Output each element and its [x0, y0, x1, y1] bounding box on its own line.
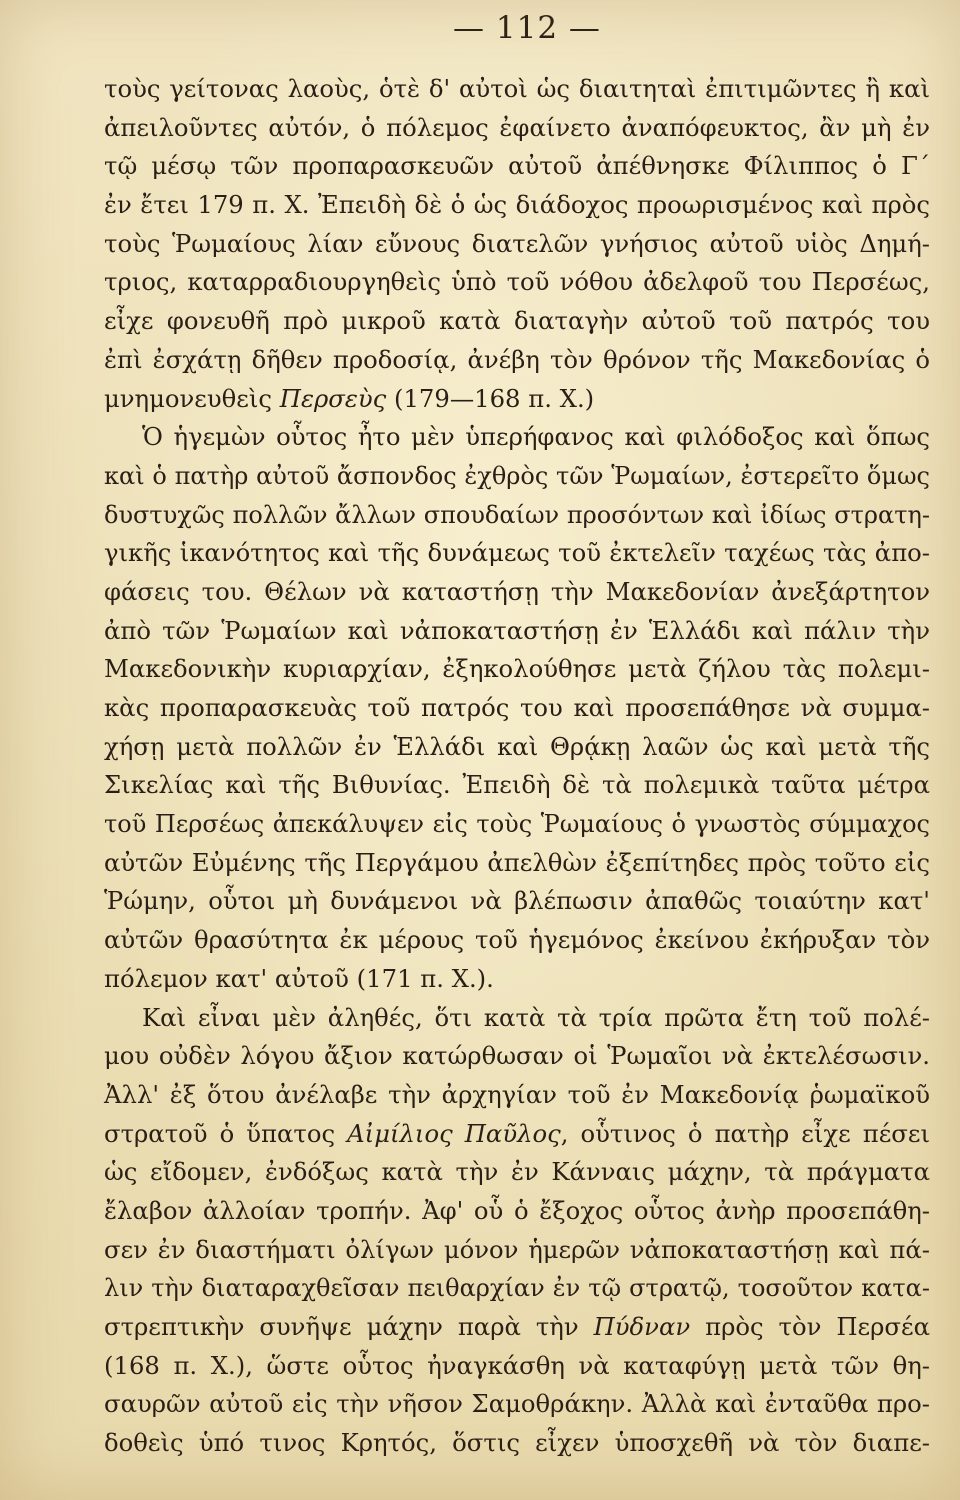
text-segment: (179—168 π. Χ.): [386, 383, 595, 413]
text-line: [104, 882, 930, 921]
text-segment: τριος, καταρραδιουργηθεὶς ὑπὸ τοῦ νόθου ἀδελφοῦ του Περσέως,: [104, 267, 930, 297]
text-segment: Ἀλλ' ἐξ ὅτου ἀνέλαβε τὴν ἀρχηγίαν τοῦ ἐν Μακεδονίᾳ ῥωμαϊκοῦ: [104, 1079, 930, 1109]
text-line: [104, 70, 930, 109]
text-segment: φάσεις του. Θέλων νὰ καταστήσῃ τὴν Μακεδονίαν ἀνεξάρτητον: [104, 576, 930, 606]
italic-name: Πύδναν: [593, 1312, 691, 1341]
text-line: [104, 418, 930, 457]
text-line: [104, 921, 930, 960]
text-line: [104, 1231, 930, 1270]
text-segment: μου οὐδὲν λόγου ἄξιον κατώρθωσαν οἱ Ῥωμαῖοι νὰ ἐκτελέσωσιν.: [104, 1041, 930, 1071]
text-segment: Ῥώμην, οὗτοι μὴ δυνάμενοι νὰ βλέπωσιν ἀπαθῶς τοιαύτην κατ': [104, 886, 930, 916]
text-segment: πρὸς τὸν Περσέα: [690, 1312, 931, 1341]
text-line: [104, 650, 930, 689]
text-segment: γικῆς ἱκανότητος καὶ τῆς δυνάμεως τοῦ ἐκτελεῖν ταχέως τὰς ἀπο-: [104, 538, 930, 568]
text-segment: Μακεδονικὴν κυριαρχίαν, ἐξηκολούθησε μετὰ ζήλου τὰς πολεμι-: [104, 654, 930, 684]
text-line: [104, 1308, 930, 1347]
text-segment: σαυρῶν αὐτοῦ εἰς τὴν νῆσον Σαμοθράκην. Ἀλλὰ καὶ ἐνταῦθα προ-: [104, 1389, 930, 1419]
text-line: [104, 341, 930, 380]
text-line: [104, 109, 930, 148]
text-segment: καὶ ὁ πατὴρ αὐτοῦ ἄσπονδος ἐχθρὸς τῶν Ῥωμαίων, ἐστερεῖτο ὅμως: [104, 461, 930, 490]
text-segment: αὐτῶν θρασύτητα ἐκ μέρους τοῦ ἡγεμόνος ἐκείνου ἐκήρυξαν τὸν: [104, 925, 930, 955]
text-segment: στρατοῦ ὁ ὕπατος: [104, 1118, 348, 1148]
text-segment: αὐτῶν Εὐμένης τῆς Περγάμου ἀπελθὼν ἐξεπίτηδες πρὸς τοῦτο εἰς: [104, 847, 930, 877]
text-line: [104, 496, 930, 535]
italic-name: Περσεὺς: [279, 383, 387, 413]
text-line: [104, 534, 930, 573]
text-segment: ἐν ἔτει 179 π. Χ. Ἐπειδὴ δὲ ὁ ὡς διάδοχος προωρισμένος καὶ πρὸς: [104, 190, 930, 220]
text-line: [104, 225, 930, 264]
text-line: [104, 1347, 930, 1386]
text-line: [104, 1037, 930, 1076]
italic-name: Αἰμίλιος Παῦλος: [347, 1118, 561, 1148]
text-line: [104, 263, 930, 302]
text-line: [104, 457, 930, 496]
text-line: [104, 960, 930, 999]
text-segment: τοῦ Περσέως ἀπεκάλυψεν εἰς τοὺς Ῥωμαίους ὁ γνωστὸς σύμμαχος: [104, 810, 930, 839]
text-segment: τοὺς Ῥωμαίους λίαν εὔνους διατελῶν γνήσιος αὐτοῦ υἱὸς Δημή-: [104, 228, 930, 258]
text-segment: ἔλαβον ἀλλοίαν τροπήν. Ἀφ' οὗ ὁ ἔξοχος οὗτος ἀνὴρ προσεπάθη-: [104, 1195, 930, 1225]
text-line: [104, 728, 930, 767]
text-segment: , οὗτινος ὁ πατὴρ εἶχε πέσει: [560, 1118, 930, 1148]
text-line: [104, 1269, 930, 1308]
text-line: [104, 147, 930, 186]
text-line: [104, 1424, 930, 1463]
text-segment: πόλεμον κατ' αὐτοῦ (171 π. Χ.).: [104, 963, 494, 993]
text-line: [104, 844, 930, 883]
text-segment: κὰς προπαρασκευὰς τοῦ πατρός του καὶ προσεπάθησε νὰ συμμα-: [104, 693, 930, 722]
text-line: [104, 186, 930, 225]
text-segment: στρεπτικὴν συνῆψε μάχην παρὰ τὴν: [104, 1312, 594, 1341]
text-line: [104, 302, 930, 341]
text-segment: εἶχε φονευθῆ πρὸ μικροῦ κατὰ διαταγὴν αὐτοῦ τοῦ πατρός του: [104, 306, 930, 336]
text-line: [104, 612, 930, 651]
text-segment: δυστυχῶς πολλῶν ἄλλων σπουδαίων προσόντων καὶ ἰδίως στρατη-: [104, 500, 930, 529]
text-segment: τοὺς γείτονας λαοὺς, ὁτὲ δ' αὐτοὶ ὡς διαιτηταὶ ἐπιτιμῶντες ἢ καὶ: [104, 74, 930, 103]
text-line: [104, 766, 930, 805]
text-segment: (168 π. Χ.), ὥστε οὗτος ἠναγκάσθη νὰ καταφύγῃ μετὰ τῶν θη-: [104, 1350, 930, 1380]
text-segment: Σικελίας καὶ τῆς Βιθυνίας. Ἐπειδὴ δὲ τὰ πολεμικὰ ταῦτα μέτρα: [104, 770, 930, 800]
text-line: [104, 689, 930, 728]
page-number: — 112 —: [453, 10, 601, 46]
text-segment: λιν τὴν διαταραχθεῖσαν πειθαρχίαν ἐν τῷ στρατῷ, τοσοῦτον κατα-: [104, 1274, 930, 1303]
text-segment: Ὁ ἡγεμὼν οὗτος ἦτο μὲν ὑπερήφανος καὶ φιλόδοξος καὶ ὅπως: [142, 422, 930, 452]
text-segment: χήσῃ μετὰ πολλῶν ἐν Ἑλλάδι καὶ Θρᾴκῃ λαῶν ὡς καὶ μετὰ τῆς: [104, 731, 930, 761]
text-line: [104, 1115, 930, 1154]
text-segment: Καὶ εἶναι μὲν ἀληθές, ὅτι κατὰ τὰ τρία πρῶτα ἔτη τοῦ πολέ-: [142, 1002, 930, 1032]
text-line: [104, 1385, 930, 1424]
text-line: [104, 573, 930, 612]
text-segment: ὡς εἴδομεν, ἐνδόξως κατὰ τὴν ἐν Κάνναις μάχην, τὰ πράγματα: [104, 1157, 930, 1187]
text-line: [104, 1153, 930, 1192]
text-line: [104, 999, 930, 1038]
text-segment: σεν ἐν διαστήματι ὀλίγων μόνον ἡμερῶν νἀποκαταστήσῃ καὶ πά-: [104, 1234, 930, 1264]
text-segment: ἐπὶ ἐσχάτῃ δῆθεν προδοσίᾳ, ἀνέβη τὸν θρόνον τῆς Μακεδονίας ὁ: [104, 344, 930, 374]
text-line: [104, 1192, 930, 1231]
text-segment: ἀπειλοῦντες αὐτόν, ὁ πόλεμος ἐφαίνετο ἀναπόφευκτος, ἂν μὴ ἐν: [104, 112, 930, 142]
text-segment: τῷ μέσῳ τῶν προπαρασκευῶν αὐτοῦ ἀπέθνησκε Φίλιππος ὁ Γ΄: [104, 151, 930, 181]
body-text: [104, 70, 930, 1463]
text-line: [104, 380, 930, 419]
text-line: [104, 1076, 930, 1115]
text-segment: ἀπὸ τῶν Ῥωμαίων καὶ νἀποκαταστήσῃ ἐν Ἑλλάδι καὶ πάλιν τὴν: [104, 615, 930, 645]
text-segment: δοθεὶς ὑπό τινος Κρητός, ὅστις εἶχεν ὑποσχεθῆ νὰ τὸν διαπε-: [104, 1428, 930, 1458]
text-segment: μνημονευθεὶς: [104, 383, 280, 413]
text-line: [104, 805, 930, 844]
